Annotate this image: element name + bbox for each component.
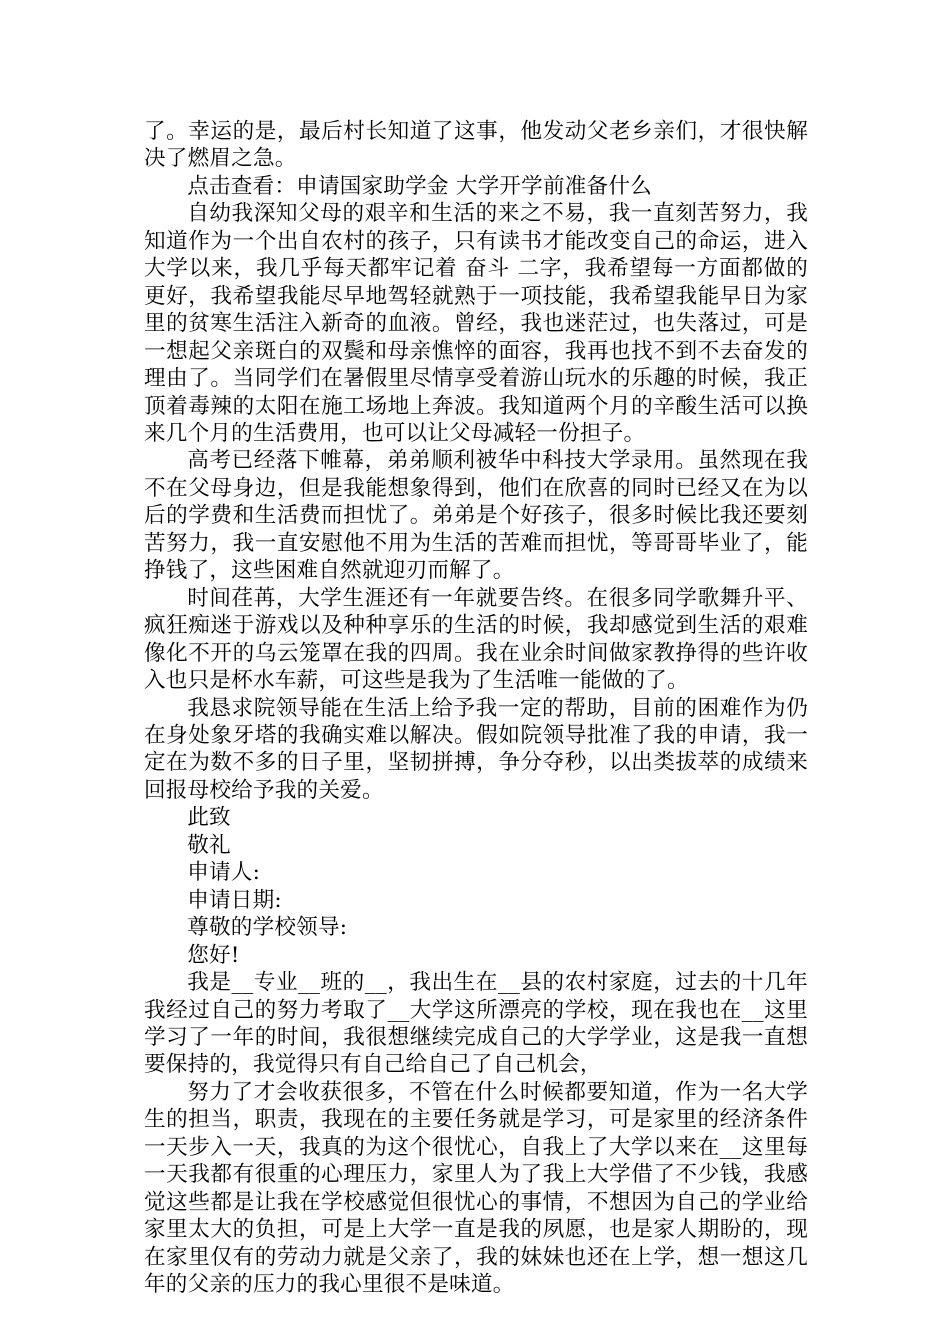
paragraph: 高考已经落下帷幕，弟弟顺利被华中科技大学录用。虽然现在我不在父母身边，但是我能想象得到，他们在欣喜的同时已经又在为以后的学费和生活费而担忧了。弟弟是个好孩子，很多时候比我还要刻苦努力，我一直安慰他不用为生活的苦难而担忧，等哥哥毕业了，能挣钱了，这些困难自然就迎刃而解了。 [144, 448, 808, 584]
paragraph: 我是__专业__班的__，我出生在__县的农村家庭，过去的十几年我经过自己的努力考取了__大学这所漂亮的学校，现在我也在__这里学习了一年的时间，我很想继续完成自己的大学学业，这是我一直想要保持的，我觉得只有自己给自己了自己机会， [144, 970, 808, 1078]
greeting-addressee: 尊敬的学校领导: [187, 915, 348, 941]
greeting: 您好! [187, 942, 240, 968]
related-links-line[interactable]: 点击查看：申请国家助学金 大学开学前准备什么 [187, 173, 652, 199]
paragraph: 努力了才会收获很多，不管在什么时候都要知道，作为一名大学生的担当，职责，我现在的主要任务就是学习，可是家里的经济条件一天步入一天，我真的为这个很忧心，自我上了大学以来在__这里每一天我都有很重的心理压力，家里人为了我上大学借了不少钱，我感觉这些都是让我在学校感觉但很忧心的事情，不想因为自己的学业给家里太大的负担，可是上大学一直是我的夙愿，也是家人期盼的，现在家里仅有的劳动力就是父亲了，我的妹妹也还在上学，想一想这几年的父亲的压力的我心里很不是味道。 [144, 1079, 808, 1298]
closing-salutation: 此致 [187, 805, 231, 831]
paragraph-continuation: 了。幸运的是，最后村长知道了这事，他发动父老乡亲们，才很快解决了燃眉之急。 [144, 119, 808, 172]
document-body [144, 118, 808, 1298]
paragraph: 我恳求院领导能在生活上给予我一定的帮助，目前的困难作为仍在身处象牙塔的我确实难以解决。假如院领导批准了我的申请，我一定在为数不多的日子里，坚韧拼搏，争分夺秒，以出类拔萃的成绩来回报母校给予我的关爱。 [144, 695, 808, 803]
application-date-label: 申请日期: [187, 887, 282, 913]
paragraph: 自幼我深知父母的艰辛和生活的来之不易，我一直刻苦努力，我知道作为一个出自农村的孩子，只有读书才能改变自己的命运，进入大学以来，我几乎每天都牢记着 奋斗 二字，我希望每一方面都做的更好，我希望我能尽早地驾轻就熟于一项技能，我希望我能早日为家里的贫寒生活注入新奇的血液。曾经，我也迷茫过，也失落过，可是一想起父亲斑白的双鬓和母亲憔悴的面容，我再也找不到不去奋发的理由了。当同学们在暑假里尽情享受着游山玩水的乐趣的时候，我正顶着毒辣的太阳在施工场地上奔波。我知道两个月的辛酸生活可以换来几个月的生活费用，也可以让父母减轻一份担子。 [144, 201, 808, 446]
applicant-label: 申请人: [187, 860, 261, 886]
paragraph: 时间荏苒，大学生涯还有一年就要告终。在很多同学歌舞升平、疯狂痴迷于游戏以及种种享乐的生活的时候，我却感觉到生活的艰难像化不开的乌云笼罩在我的四周。我在业余时间做家教挣得的些许收入也只是杯水车薪，可这些是我为了生活唯一能做的了。 [144, 585, 808, 694]
closing-regards: 敬礼 [187, 832, 231, 858]
